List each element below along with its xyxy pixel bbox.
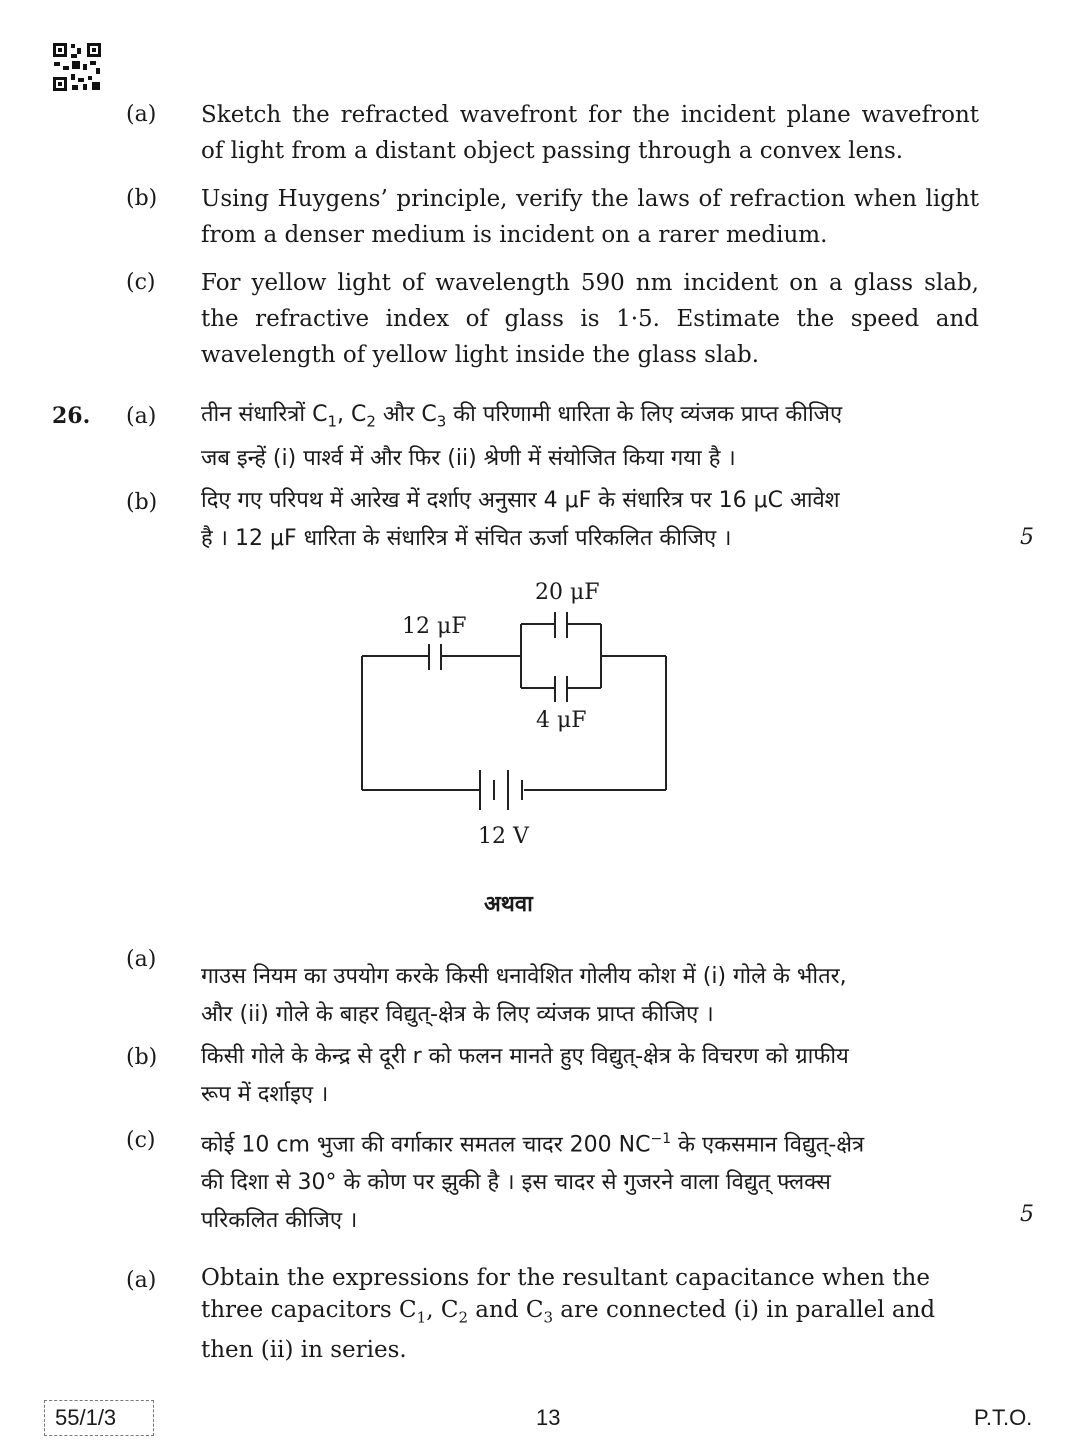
or-b-text [201,1038,979,1114]
or-c-line2: की दिशा से 30° के कोण पर झुकी है । इस चादर से गुजरने वाला विद्युत् फ्लक्स [201,1170,831,1196]
paper-code: 55/1/3 [55,1405,117,1430]
intro-c-text: For yellow light of wavelength 590 nm incident on a glass slab, the refractive index of glass is 1·5. Estimate the speed and wavelength of yellow light inside the glass slab. [201,270,979,368]
intro-a-label: (a) [126,102,157,127]
or-c-line1-post: के एकसमान विद्युत्-क्षेत्र [671,1132,865,1158]
question-number: 26. [52,403,91,429]
or-c-line1-pre: कोई 10 cm भुजा की वर्गाकार समतल चादर 200 NC [201,1132,651,1158]
intro-b-label: (b) [126,186,158,211]
or-a-text [201,958,979,1034]
q26-en-mid1: , C [426,1297,459,1323]
q26-a-mid1: , C [336,402,367,427]
circuit-diagram [350,600,680,810]
or-heading: अथवा [484,892,533,917]
q26-b-text [201,482,979,558]
q26-en-line2-pre: three capacitors C [201,1297,417,1323]
or-c-text [201,1120,979,1240]
q26-en-line2-post: are connected (i) in parallel and [553,1297,936,1323]
q26-en-sub1: 1 [416,1308,427,1327]
q26-en-a-text [201,1262,979,1366]
q26-en-sub3: 3 [543,1308,553,1327]
q26-a-sub2: 2 [366,412,376,431]
q26-en-a-label: (a) [126,1268,157,1293]
q26-b-line2: है । 12 μF धारिता के संधारित्र में संचित ऊर्जा परिकलित कीजिए । [201,526,732,551]
q26-a-label: (a) [126,404,157,429]
or-b-line1: किसी गोले के केन्द्र से दूरी r को फलन मानते हुए विद्युत्-क्षेत्र के विचरण को ग्राफीय [201,1044,849,1069]
or-c-label: (c) [126,1128,156,1153]
q26-a-sub1: 1 [327,412,337,431]
or-c-sup: −1 [650,1131,672,1147]
battery-label: 12 V [478,824,529,849]
q26-en-line1: Obtain the expressions for the resultant capacitance when the [201,1265,930,1291]
q26-b-label: (b) [126,490,158,515]
or-b-line2: रूप में दर्शाइए । [201,1082,329,1107]
q26-marks: 5 [1020,525,1034,550]
or-a-line1: गाउस नियम का उपयोग करके किसी धनावेशित गोलीय कोश में (i) गोले के भीतर, [201,964,847,989]
q26-a-sub3: 3 [436,412,447,431]
or-b-label: (b) [126,1045,158,1070]
intro-b-text: Using Huygens’ principle, verify the laws of refraction when light from a denser medium is incident on a rarer medium. [201,186,979,248]
capacitor-4uf-label: 4 μF [536,708,587,733]
q26-en-sub2: 2 [458,1308,468,1327]
q26-a-line2: जब इन्हें (i) पार्श्व में और फिर (ii) श्रेणी में संयोजित किया गया है । [201,446,736,472]
or-a-line2: और (ii) गोले के बाहर विद्युत्-क्षेत्र के लिए व्यंजक प्राप्त कीजिए । [201,1002,714,1027]
q26-a-line1-pre: तीन संधारित्रों C [201,402,328,427]
q26-a-line1-post: की परिणामी धारिता के लिए व्यंजक प्राप्त कीजिए [446,402,843,427]
intro-a-text: Sketch the refracted wavefront for the incident plane wavefront of light from a distant object passing through a convex lens. [201,102,979,164]
or-a-label: (a) [126,947,157,972]
capacitor-20uf-label: 20 μF [535,580,600,605]
q26-a-text [201,396,979,478]
pto-label: P.T.O. [974,1405,1033,1430]
or-c-line3: परिकलित कीजिए । [201,1208,358,1234]
intro-c-label: (c) [126,270,156,295]
q26-en-mid2: and C [467,1297,544,1323]
page-number: 13 [536,1405,561,1430]
q26-en-line3: then (ii) in series. [201,1336,407,1363]
capacitor-12uf-label: 12 μF [402,614,467,639]
q26-b-line1: दिए गए परिपथ में आरेख में दर्शाए अनुसार 4 μF के संधारित्र पर 16 μC आवेश [201,488,840,513]
or-marks: 5 [1020,1202,1034,1227]
q26-a-mid2: और C [375,402,437,427]
qr-code-icon [52,42,102,92]
